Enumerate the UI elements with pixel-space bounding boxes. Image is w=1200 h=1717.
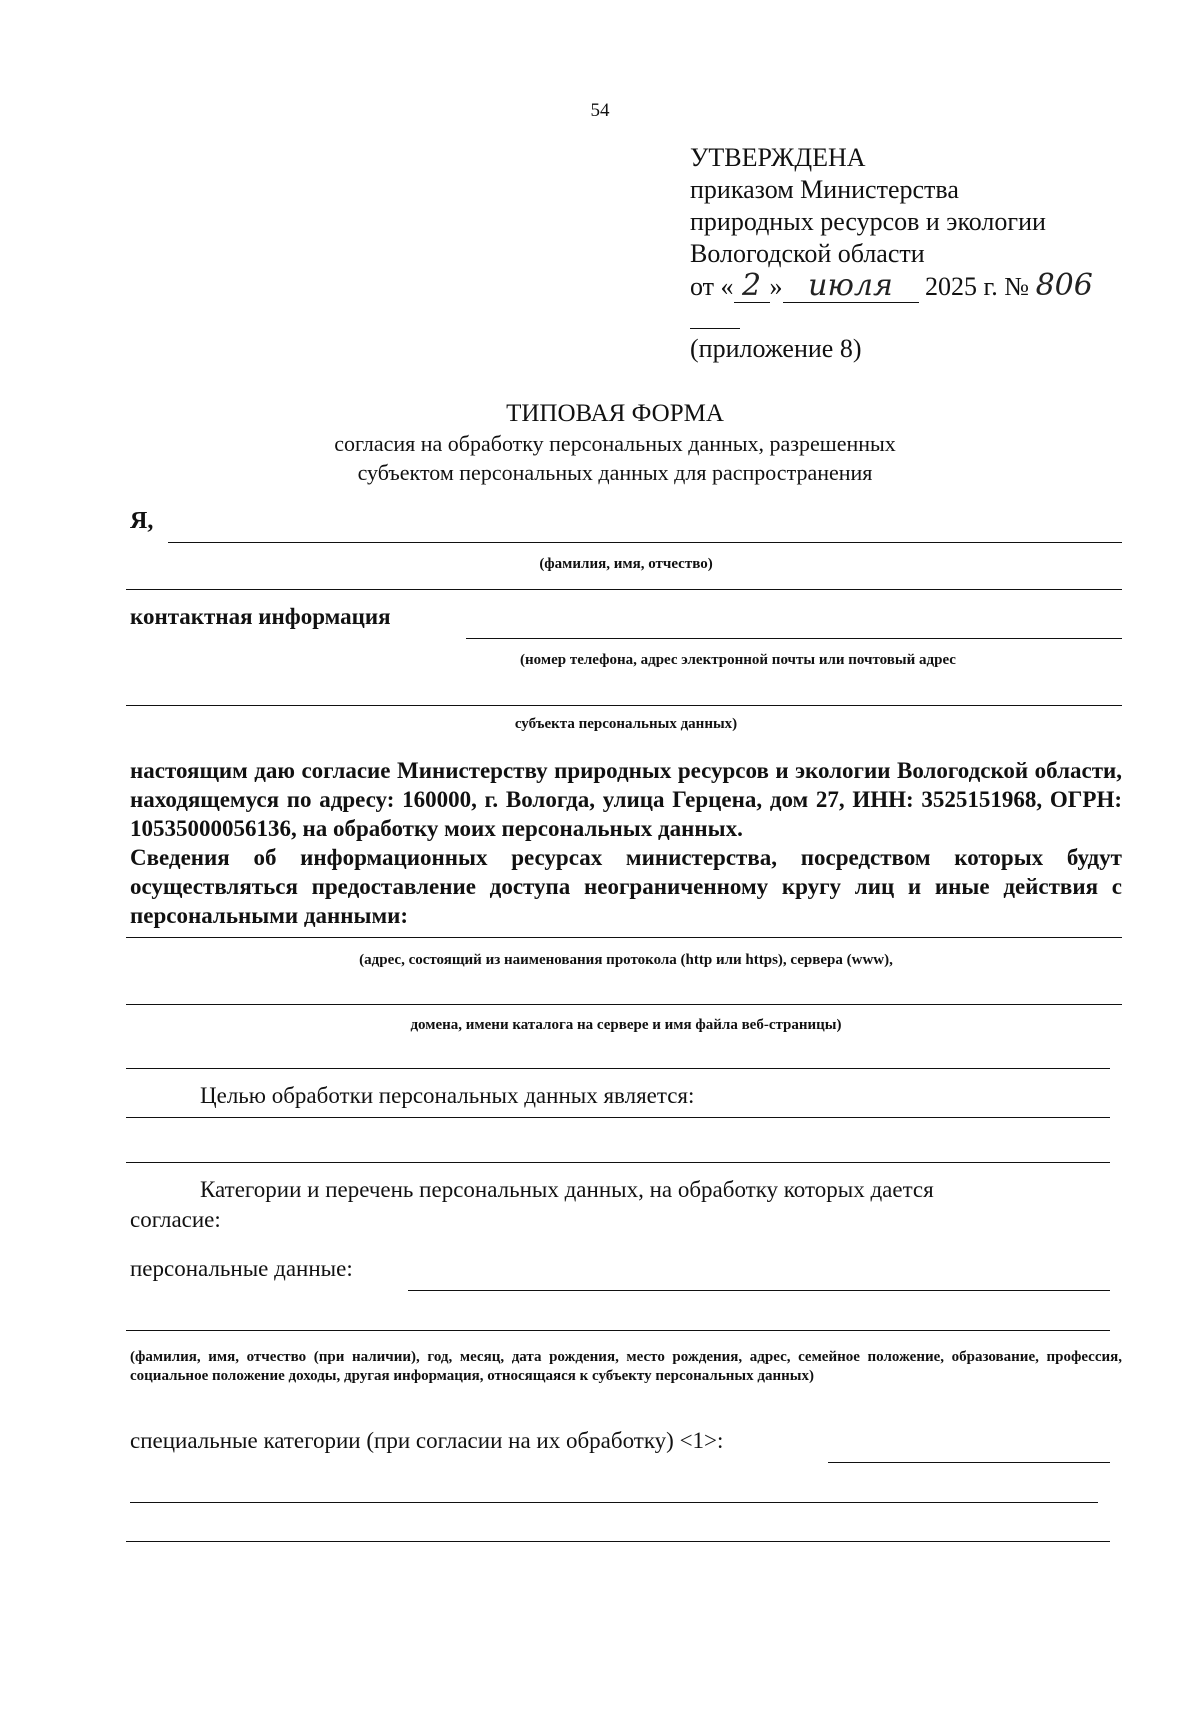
- date-mid: »: [769, 272, 783, 301]
- url-caption-1: (адрес, состоящий из наименования протокола (http или https), сервера (www),: [359, 952, 893, 968]
- contact-input-line-2[interactable]: [126, 705, 1122, 706]
- categories-heading-1: Категории и перечень персональных данных, на обработку которых дается: [200, 1177, 934, 1202]
- resource-input-line-3[interactable]: [126, 1068, 1110, 1069]
- date-month-handwritten: июля: [783, 270, 919, 303]
- consent-text: [130, 756, 1122, 930]
- approval-line-3: Вологодской области: [690, 239, 925, 268]
- order-number-handwritten: 806: [1035, 268, 1093, 303]
- personal-data-label: персональные данные:: [130, 1256, 353, 1281]
- fio-input-line[interactable]: [168, 542, 1122, 543]
- resource-input-line[interactable]: [126, 937, 1122, 938]
- resource-input-line-2[interactable]: [126, 1004, 1122, 1005]
- date-year: 2025 г. №: [925, 272, 1030, 301]
- personal-data-input-line-2[interactable]: [126, 1330, 1110, 1331]
- ya-label: Я,: [130, 508, 154, 534]
- purpose-input-line-2[interactable]: [126, 1162, 1110, 1163]
- date-day-handwritten: 2: [734, 270, 770, 303]
- contact-label: контактная информация: [130, 604, 391, 629]
- purpose-input-line[interactable]: [126, 1117, 1110, 1118]
- categories-heading-2: согласие:: [130, 1207, 221, 1232]
- fio-caption: (фамилия, имя, отчество): [539, 556, 713, 572]
- date-prefix: от «: [690, 272, 734, 301]
- special-categories-input-line-3[interactable]: [126, 1541, 1110, 1542]
- personal-data-caption: (фамилия, имя, отчество (при наличии), год, месяц, дата рождения, место рождения, адрес, семейное положение, образование, профессия, социальное положение доходы, другая информация, относящаяся к субъекту персональных данных): [130, 1349, 1122, 1384]
- page-number: 54: [590, 100, 610, 121]
- contact-caption-1: (номер телефона, адрес электронной почты или почтовый адрес: [520, 652, 956, 668]
- consent-paragraph-1: настоящим даю согласие Министерству природных ресурсов и экологии Вологодской области, находящемуся по адресу: 160000, г. Вологда, улица Герцена, дом 27, ИНН: 3525151968, ОГРН: 10535000056136, на обработку моих персональных данных.: [130, 758, 1122, 841]
- form-subtitle-1: согласия на обработку персональных данных, разрешенных: [334, 431, 896, 456]
- approval-line-2: природных ресурсов и экологии: [690, 207, 1046, 236]
- url-caption-2: домена, имени каталога на сервере и имя файла веб-страницы): [410, 1017, 842, 1033]
- purpose-label: Целью обработки персональных данных является:: [200, 1083, 695, 1108]
- special-categories-label: специальные категории (при согласии на их обработку) <1>:: [130, 1428, 724, 1453]
- special-categories-input-line-2[interactable]: [130, 1502, 1098, 1503]
- contact-caption-2: субъекта персональных данных): [514, 716, 738, 732]
- special-categories-input-line[interactable]: [828, 1462, 1110, 1463]
- consent-paragraph-2: Сведения об информационных ресурсах министерства, посредством которых будут осуществляться предоставление доступа неограниченному кругу лиц и иные действия с персональными данными:: [130, 845, 1122, 928]
- form-subtitle-2: субъектом персональных данных для распространения: [357, 460, 873, 485]
- contact-input-line[interactable]: [466, 638, 1122, 639]
- approval-heading: УТВЕРЖДЕНА: [690, 143, 866, 172]
- appendix-label: (приложение 8): [690, 334, 862, 363]
- approval-line-1: приказом Министерства: [690, 175, 959, 204]
- form-title: ТИПОВАЯ ФОРМА: [506, 400, 724, 427]
- approval-block: [690, 142, 1093, 303]
- fio-input-line-2[interactable]: [126, 589, 1122, 590]
- approval-date-line: [690, 270, 1093, 303]
- personal-data-input-line[interactable]: [408, 1290, 1110, 1291]
- order-underline: [690, 328, 740, 329]
